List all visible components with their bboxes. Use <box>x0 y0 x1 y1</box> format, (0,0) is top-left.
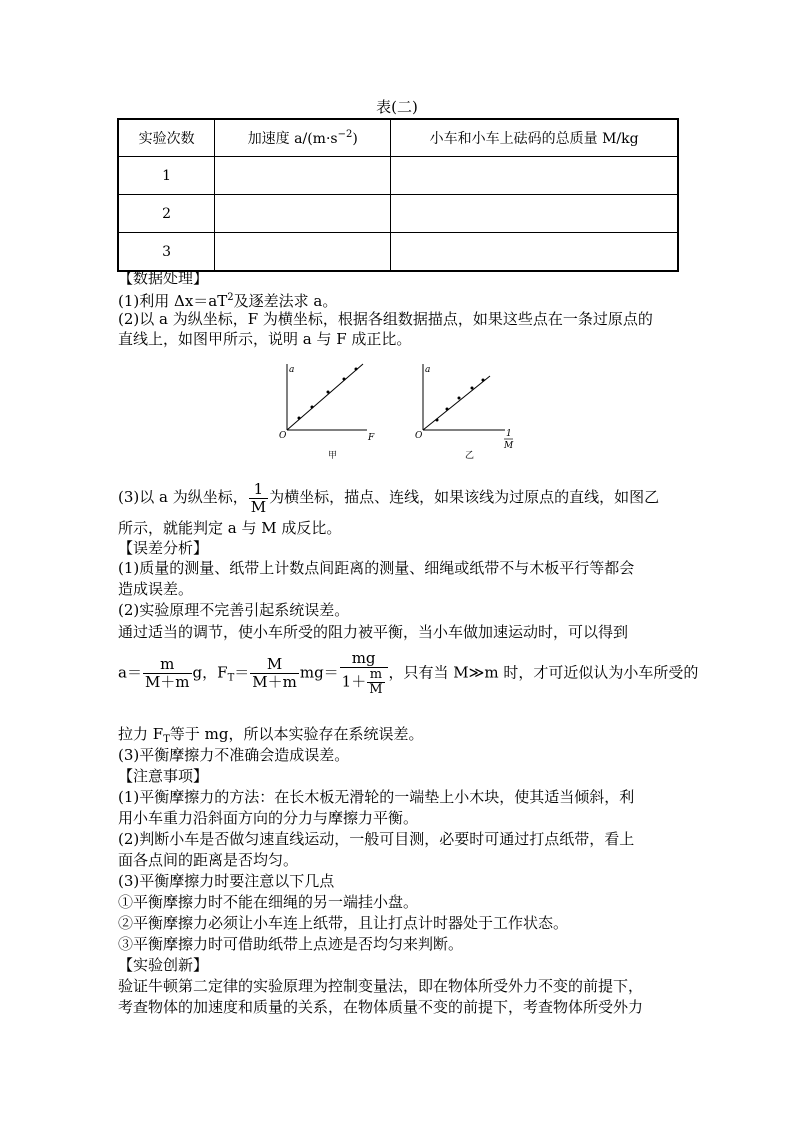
frac3-num: mg <box>351 649 376 667</box>
frac3-den <box>340 667 388 697</box>
formula-mg-eq: mg＝ <box>299 663 339 682</box>
graphs-figure <box>275 360 535 470</box>
yi-origin-label: O <box>415 431 423 441</box>
cell-acceleration <box>215 157 391 195</box>
cell-index: 1 <box>118 157 215 195</box>
item3-fraction <box>249 481 268 516</box>
experiment-table <box>117 118 679 272</box>
jia-axis-x-label: F <box>368 433 375 443</box>
conclusion-text-b: 等于 mg，所以本实验存在系统误差。 <box>169 725 424 743</box>
frac3-inner-den: M <box>369 682 383 697</box>
notes-item1-cont: 用小车重力沿斜面方向的分力与摩擦力平衡。 <box>118 809 419 827</box>
frac3-inner-num: m <box>369 667 383 682</box>
data-processing-item3 <box>118 478 688 516</box>
notes-item2-cont: 面各点间的距离是否均匀。 <box>118 851 299 869</box>
frac2-num: M <box>266 655 283 673</box>
header-acceleration-exponent: −2 <box>337 129 353 140</box>
conclusion-sub: T <box>163 734 170 745</box>
error-item2-text: 通过适当的调节，使小车所受的阻力被平衡，当小车做加速运动时，可以得到 <box>118 623 629 641</box>
yi-axis-x-num: 1 <box>506 429 512 439</box>
table-row <box>118 233 678 272</box>
formula-frac3 <box>340 650 388 697</box>
frac2-den: M＋m <box>252 673 297 691</box>
formula-frac1 <box>143 656 192 691</box>
jia-point <box>327 391 330 394</box>
cell-mass <box>391 157 678 195</box>
error-item1-cont: 造成误差。 <box>118 580 194 598</box>
cell-index: 3 <box>118 233 215 272</box>
cell-mass <box>391 233 678 272</box>
formula-g-comma: g，F <box>192 663 228 682</box>
yi-point <box>436 419 439 422</box>
formula-ft-sub: T <box>227 672 235 684</box>
error-analysis-heading: 【误差分析】 <box>118 539 209 557</box>
formula-frac2 <box>250 656 299 691</box>
item3-text-before: (3)以 a 为纵坐标， <box>118 488 248 506</box>
frac3-den-pre: 1＋ <box>341 672 367 691</box>
table-row <box>118 157 678 195</box>
error-item3: (3)平衡摩擦力不准确会造成误差。 <box>118 746 350 764</box>
header-acceleration-text: 加速度 a/(m·s <box>247 131 338 147</box>
jia-fit-line <box>287 364 363 430</box>
data-processing-item2: (2)以 a 为纵坐标，F 为横坐标，根据各组数据描点，如果这些点在一条过原点的 <box>118 310 653 328</box>
conclusion-text-a: 拉力 F <box>118 725 164 743</box>
yi-point <box>482 379 485 382</box>
header-acceleration <box>215 119 391 157</box>
yi-point <box>471 387 474 390</box>
notes-heading: 【注意事项】 <box>118 767 209 785</box>
header-trial: 实验次数 <box>118 119 215 157</box>
yi-point <box>446 408 449 411</box>
cell-index: 2 <box>118 195 215 233</box>
graph-yi <box>415 364 514 461</box>
error-item1: (1)质量的测量、纸带上计数点间距离的测量、细绳或纸带不与木板平行等都会 <box>118 559 635 577</box>
notes-item2: (2)判断小车是否做匀速直线运动，一般可目测，必要时可通过打点纸带，看上 <box>118 830 635 848</box>
data-processing-item2-cont: 直线上，如图甲所示，说明 a 与 F 成正比。 <box>118 330 412 348</box>
yi-caption: 乙 <box>465 451 475 461</box>
jia-caption: 甲 <box>328 451 338 461</box>
jia-point <box>343 378 346 381</box>
item1-exponent: 2 <box>227 292 234 303</box>
formula-tail: ，只有当 M≫m 时，才可近似认为小车所受的 <box>388 663 699 682</box>
formula-eq2: ＝ <box>234 663 250 682</box>
cell-mass <box>391 195 678 233</box>
table-row <box>118 195 678 233</box>
data-processing-item3-cont: 所示，就能判定 a 与 M 成反比。 <box>118 519 342 537</box>
notes-item3-b: ②平衡摩擦力必须让小车连上纸带，且让打点计时器处于工作状态。 <box>118 914 569 932</box>
item3-frac-den: M <box>250 497 267 516</box>
item1-text-b: 及逐差法求 a。 <box>233 292 338 310</box>
jia-origin-label: O <box>279 431 287 441</box>
notes-item3-c: ③平衡摩擦力时可借助纸带上点迹是否均匀来判断。 <box>118 935 464 953</box>
cell-acceleration <box>215 233 391 272</box>
table-header-row <box>118 119 678 157</box>
yi-fit-line <box>423 376 490 430</box>
formula-a-eq: a＝ <box>118 663 142 682</box>
yi-point <box>458 397 461 400</box>
error-formula <box>118 650 698 697</box>
header-acceleration-close: ) <box>352 131 358 147</box>
jia-axis-y-label: a <box>289 365 295 375</box>
innovation-heading: 【实验创新】 <box>118 956 209 974</box>
innovation-line2: 考查物体的加速度和质量的关系，在物体质量不变的前提下，考查物体所受外力 <box>118 998 644 1016</box>
notes-item3: (3)平衡摩擦力时要注意以下几点 <box>118 872 335 890</box>
header-mass: 小车和小车上砝码的总质量 M/kg <box>391 119 678 157</box>
frac1-num: m <box>160 655 175 673</box>
error-item2: (2)实验原理不完善引起系统误差。 <box>118 601 350 619</box>
yi-axis-y-label: a <box>425 365 431 375</box>
frac3-inner <box>367 668 384 697</box>
jia-point <box>298 417 301 420</box>
jia-point <box>355 368 358 371</box>
item3-text-after: 为横坐标，描点、连线，如果该线为过原点的直线，如图乙 <box>269 488 660 506</box>
data-processing-heading: 【数据处理】 <box>118 269 209 287</box>
item3-frac-num: 1 <box>253 479 264 498</box>
cell-acceleration <box>215 195 391 233</box>
item1-text-a: (1)利用 Δx＝aT <box>118 292 228 310</box>
graph-jia <box>279 364 375 461</box>
innovation-line1: 验证牛顿第二定律的实验原理为控制变量法，即在物体所受外力不变的前提下， <box>118 977 644 995</box>
data-processing-item1 <box>118 288 688 311</box>
table-caption: 表(二) <box>376 98 418 116</box>
frac1-den: M＋m <box>144 673 190 691</box>
notes-item3-a: ①平衡摩擦力时不能在细绳的另一端挂小盘。 <box>118 893 419 911</box>
yi-axis-x-den: M <box>504 441 514 451</box>
notes-item1: (1)平衡摩擦力的方法：在长木板无滑轮的一端垫上小木块，使其适当倾斜，利 <box>118 788 635 806</box>
jia-point <box>311 406 314 409</box>
